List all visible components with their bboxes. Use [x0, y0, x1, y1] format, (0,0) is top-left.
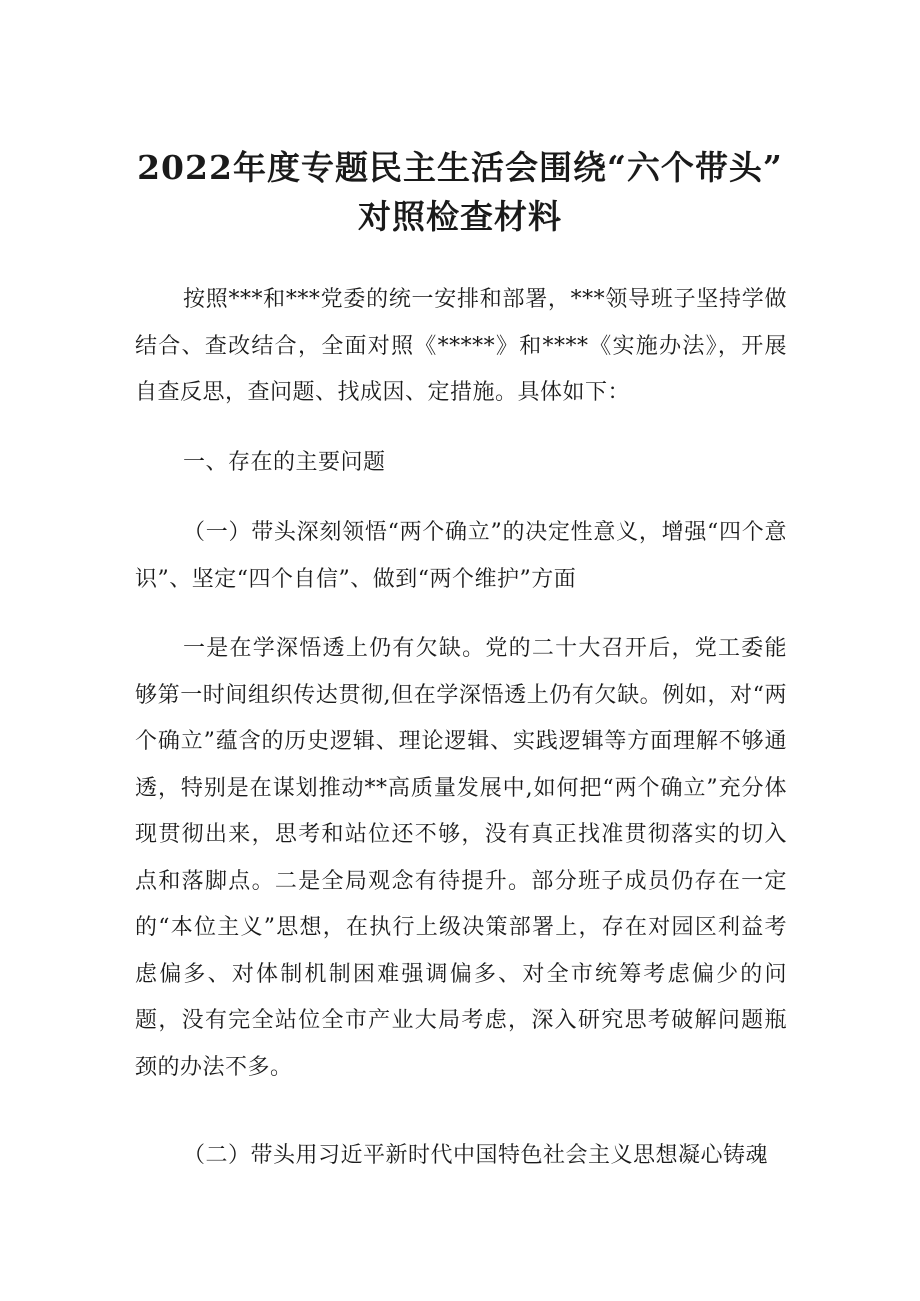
subsection-body-1: 一是在学深悟透上仍有欠缺。党的二十大召开后，党工委能够第一时间组织传达贯彻,但在学深悟透上仍有欠缺。例如，对“两个确立”蕴含的历史逻辑、理论逻辑、实践逻辑等方面理解不够通透，特别是在谋划推动**高质量发展中,如何把“两个确立”充分体现贯彻出来，思考和站位还不够，没有真正找准贯彻落实的切入点和落脚点。二是全局观念有待提升。部分班子成员仍存在一定的“本位主义”思想，在执行上级决策部署上，存在对园区利益考虑偏多、对体制机制困难强调偏多、对全市统筹考虑偏少的问题，没有完全站位全市产业大局考虑，深入研究思考破解问题瓶颈的办法不多。 [135, 636, 787, 1080]
subsection-heading-2: （二）带头用习近平新时代中国特色社会主义思想凝心铸魂 [183, 1143, 769, 1168]
section-heading-problems: 一、存在的主要问题 [183, 450, 386, 475]
document-title-line1: 2022年度专题民主生活会围绕“六个带头” [137, 148, 783, 187]
document-title-line2: 对照检查材料 [358, 197, 562, 236]
subsection-heading-1: （一）带头深刻领悟“两个确立”的决定性意义，增强“四个意识”、坚定“四个自信”、做到“两个维护”方面 [135, 520, 787, 592]
intro-paragraph: 按照***和***党委的统一安排和部署，***领导班子坚持学做结合、查改结合，全面对照《*****》和****《实施办法》，开展自查反思，查问题、找成因、定措施。具体如下： [135, 287, 787, 405]
